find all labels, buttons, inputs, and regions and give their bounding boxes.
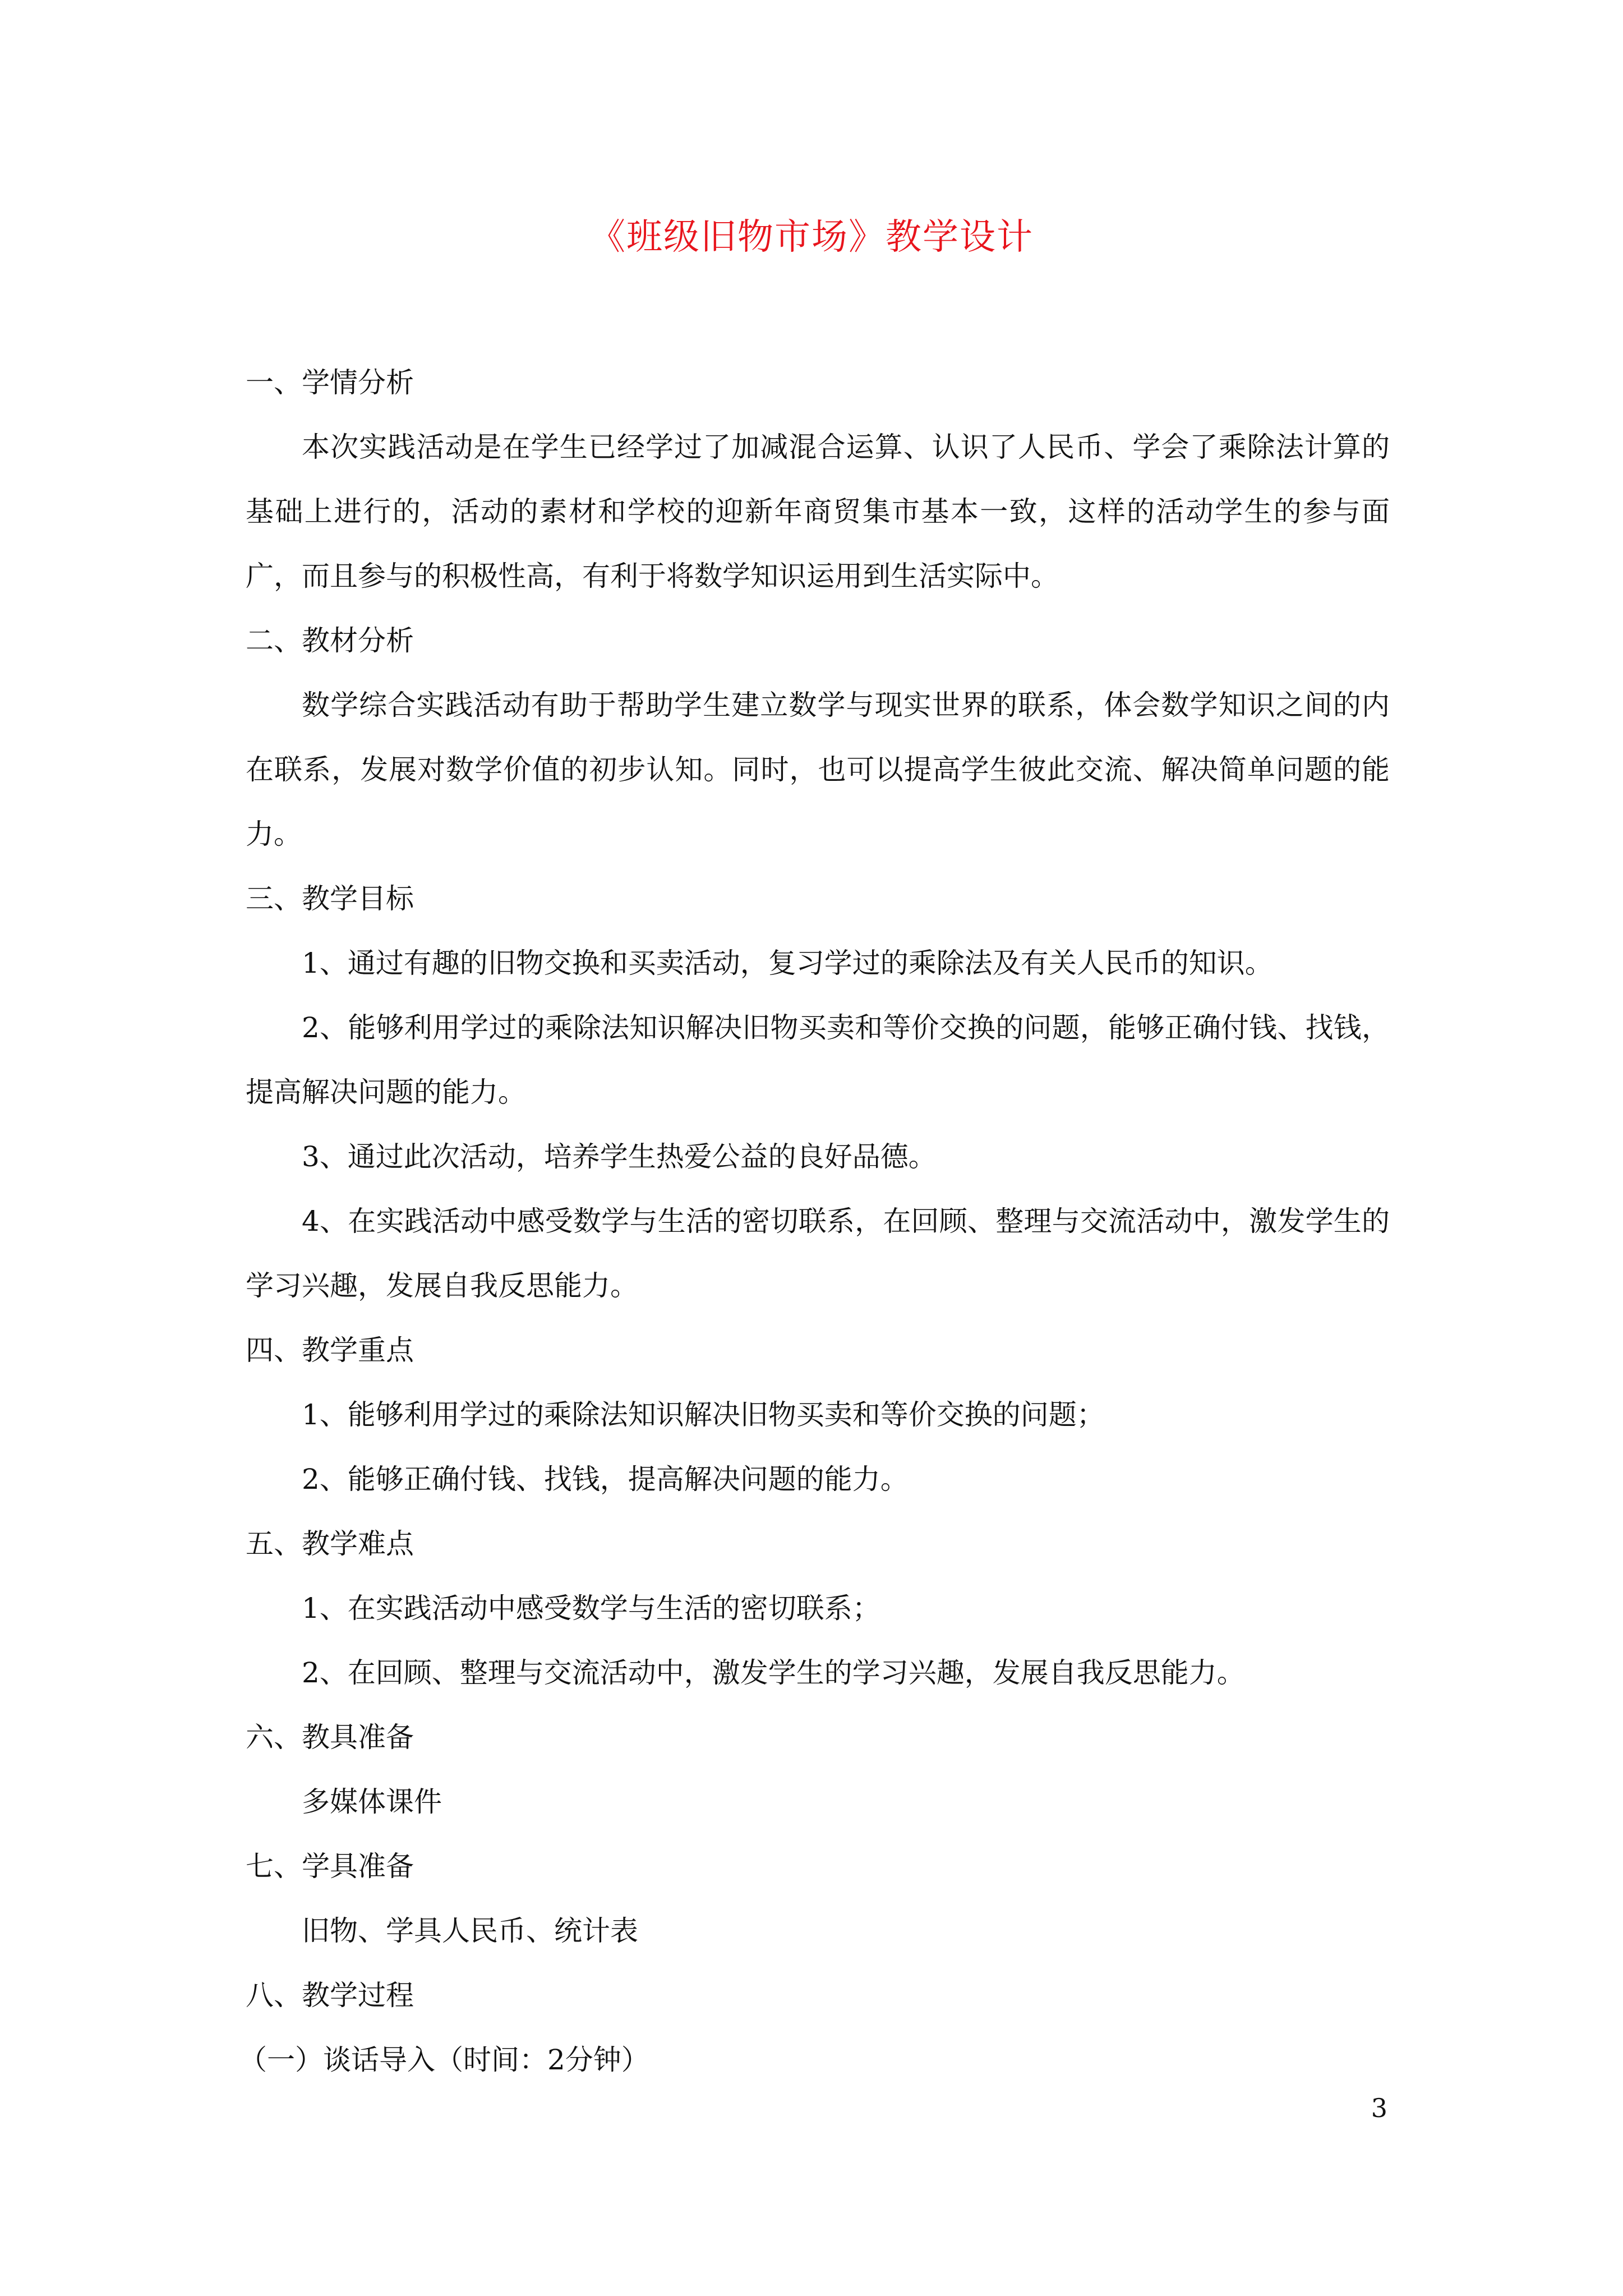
document-body	[239, 351, 1390, 2092]
paragraph: 数学综合实践活动有助于帮助学生建立数学与现实世界的联系，体会数学知识之间的内在联系，发展对数学价值的初步认知。同时，也可以提高学生彼此交流、解决简单问题的能力。	[246, 689, 1390, 850]
document-title: 《班级旧物市场》教学设计	[589, 217, 1034, 258]
section-heading: 三、教学目标	[246, 882, 414, 915]
subsection-heading: （一）谈话导入（时间：2分钟）	[239, 2044, 649, 2076]
paragraph: 多媒体课件	[302, 1786, 442, 1818]
section-heading: 二、教材分析	[246, 624, 414, 657]
paragraph: 本次实践活动是在学生已经学过了加减混合运算、认识了人民币、学会了乘除法计算的基础上进行的，活动的素材和学校的迎新年商贸集市基本一致，这样的活动学生的参与面广，而且参与的积极性高，有利于将数学知识运用到生活实际中。	[246, 431, 1390, 592]
list-item: 1、通过有趣的旧物交换和买卖活动，复习学过的乘除法及有关人民币的知识。	[302, 947, 1273, 979]
paragraph: 旧物、学具人民币、统计表	[302, 1915, 638, 1947]
section-heading: 五、教学难点	[246, 1527, 414, 1560]
list-item: 1、在实践活动中感受数学与生活的密切联系；	[302, 1592, 880, 1625]
list-item: 4、在实践活动中感受数学与生活的密切联系，在回顾、整理与交流活动中，激发学生的学习兴趣，发展自我反思能力。	[246, 1205, 1390, 1302]
list-item: 3、通过此次活动，培养学生热爱公益的良好品德。	[302, 1140, 937, 1173]
section-heading: 八、教学过程	[246, 1979, 414, 2012]
section-heading: 六、教具准备	[246, 1721, 414, 1754]
list-item: 2、在回顾、整理与交流活动中，激发学生的学习兴趣，发展自我反思能力。	[302, 1657, 1245, 1689]
list-item: 1、能够利用学过的乘除法知识解决旧物买卖和等价交换的问题；	[302, 1398, 1105, 1431]
page-number: 3	[1371, 2093, 1387, 2123]
section-heading: 七、学具准备	[246, 1850, 414, 1883]
list-item: 2、能够利用学过的乘除法知识解决旧物买卖和等价交换的问题，能够正确付钱、找钱，提高解决问题的能力。	[246, 1011, 1390, 1108]
list-item: 2、能够正确付钱、找钱，提高解决问题的能力。	[302, 1463, 909, 1496]
section-heading: 四、教学重点	[246, 1334, 414, 1366]
section-heading: 一、学情分析	[246, 366, 414, 399]
